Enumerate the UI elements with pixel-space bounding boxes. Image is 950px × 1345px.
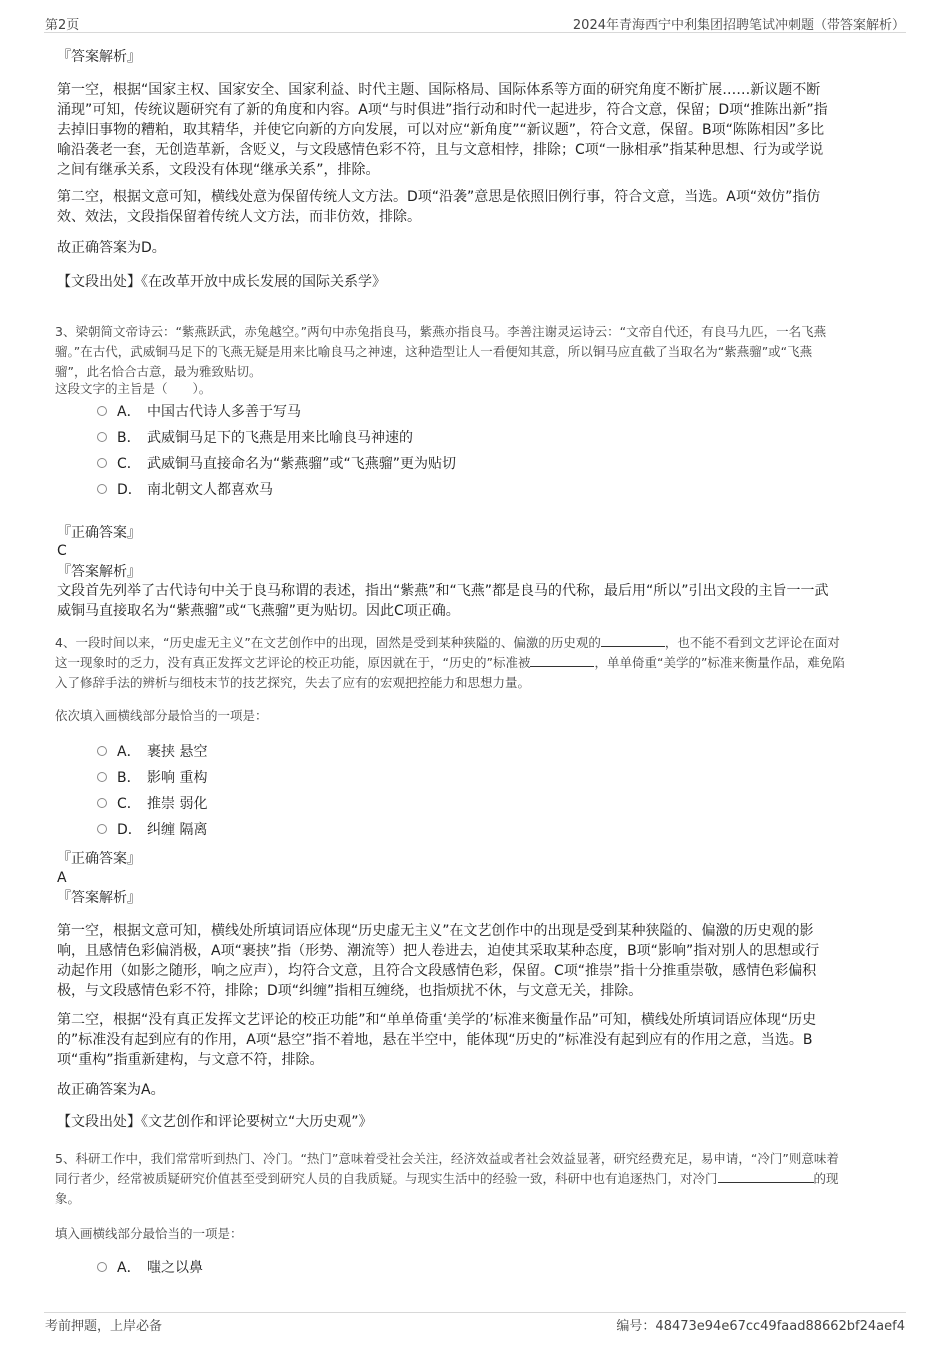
source-citation: 【文段出处】《在改革开放中成长发展的国际关系学》 — [57, 274, 386, 290]
q3-analysis: 文段首先列举了古代诗句中关于良马称谓的表述，指出“紫燕”和“飞燕”都是良马的代称，最后用“所以”引出文段的主旨一一武 威铜马直接取名为“紫燕骝”或“飞燕骝”更为贴切。因此C项正确。 — [57, 583, 829, 619]
q4-prompt: 依次填入画横线部分最恰当的一项是： — [55, 708, 268, 723]
q3-option-d[interactable]: D． 南北朝文人都喜欢马 — [97, 480, 273, 500]
analysis-paragraph-2: 第二空，根据文意可知，横线处意为保留传统人文方法。D项“沿袭”意思是依照旧例行事，符合文意，当选。A项“效仿”指仿 效、效法，文段指保留着传统人文方法，而非仿效，排除。 — [57, 189, 821, 225]
radio-icon[interactable] — [97, 746, 107, 756]
q5-option-a[interactable]: A． 嗤之以鼻 — [97, 1258, 203, 1278]
header-divider — [44, 32, 906, 33]
q4-option-c[interactable]: C． 推崇 弱化 — [97, 794, 207, 814]
document-id: 编号：48473e94e67cc49faad88662bf24aef4 — [616, 1319, 905, 1334]
question-5-stem: 5、科研工作中，我们常常听到热门、冷门。“热门”意味着受社会关注，经济效益或者社会效益显著，研究经费充足，易申请，“冷门”则意味着 同行者少，经常被质疑研究价值甚至受到研究人员的自我质疑。与现实生活中的经验一致，科研中也有追逐热门，对冷门 的现 象。 — [55, 1151, 839, 1206]
q4-option-a[interactable]: A． 裹挟 悬空 — [97, 742, 207, 762]
q4-analysis-paragraph-2: 第二空，根据“没有真正发挥文艺评论的校正功能”和“单单倚重‘美学的’标准来衡量作品”可知，横线处所填词语应体现“历史 的”标准没有起到应有的作用，A项“悬空”指不着地，悬在半空中，能体现“历史的”标准没有起到应有的作用之意，当选。B 项“重构”指重新建构，与文意不符，排除。 — [57, 1012, 817, 1068]
fill-blank — [601, 634, 665, 647]
radio-icon[interactable] — [97, 458, 107, 468]
radio-icon[interactable] — [97, 432, 107, 442]
q3-analysis-label: 『答案解析』 — [57, 564, 141, 580]
analysis-paragraph-1: 第一空，根据“国家主权、国家安全、国家利益、时代主题、国际格局、国际体系等方面的研究角度不断扩展……新议题不断 涌现”可知，传统议题研究有了新的角度和内容。A项“与时俱进”指行动和时代一起进步，符合文意，保留；D项“推陈出新”指 去掉旧事物的糟粕，取其精华，并使它向新的方向发展，可以对应“新角度”“新议题”，符合文意，保留。B项“陈陈相因”多比 喻沿袭老一套，无创造革新，含贬义，与文段感情色彩不符，且与文意相悖，排除；C项“一脉相承”指某种思想、行为或学说 之间有继承关系，文段没有体现“继承关系”，排除。 — [57, 82, 828, 178]
q3-option-b[interactable]: B． 武威铜马足下的飞燕是用来比喻良马神速的 — [97, 428, 413, 448]
q5-prompt: 填入画横线部分最恰当的一项是： — [55, 1226, 243, 1241]
document-title: 2024年青海西宁中利集团招聘笔试冲刺题（带答案解析） — [572, 18, 905, 33]
q3-option-c[interactable]: C． 武威铜马直接命名为“紫燕骝”或“飞燕骝”更为贴切 — [97, 454, 456, 474]
q4-answer: A — [57, 870, 67, 886]
q4-conclusion: 故正确答案为A。 — [57, 1082, 165, 1098]
q4-option-b[interactable]: B． 影响 重构 — [97, 768, 207, 788]
q4-answer-label: 『正确答案』 — [57, 851, 141, 867]
q3-answer-label: 『正确答案』 — [57, 525, 141, 541]
radio-icon[interactable] — [97, 824, 107, 834]
q4-analysis-paragraph-1: 第一空，根据文意可知，横线处所填词语应体现“历史虚无主义”在文艺创作中的出现是受到某种狭隘的、偏激的历史观的影 响，且感情色彩偏消极，A项“裹挟”指（形势、潮流等）把人卷进去，迫使其采取某种态度，B项“影响”指对别人的思想或行 动起作用（如影之随形，响之应声），均符合文意，且符合文段感情色彩，保留。C项“推崇”指十分推重崇敬，感情色彩偏积 极，与文段感情色彩不符，排除；D项“纠缠”指相互缠绕，也指烦扰不休，与文意无关，排除。 — [57, 923, 820, 999]
q4-analysis-label: 『答案解析』 — [57, 890, 141, 906]
fill-blank — [530, 654, 594, 667]
question-4-stem: 4、一段时间以来，“历史虚无主义”在文艺创作中的出现，固然是受到某种狭隘的、偏激的历史观的 ，也不能不看到文艺评论在面对 这一现象时的乏力，没有真正发挥文艺评论的校正功能，原因就在于，“历史的”标准被 ，单单倚重“美学的”标准来衡量作品，难免陷 入了修辞手法的辨析与细枝末节的技艺探究，失去了应有的宏观把控能力和思想力量。 — [55, 635, 845, 690]
q4-source-citation: 【文段出处】《文艺创作和评论要树立“大历史观”》 — [57, 1114, 373, 1130]
footer-divider — [44, 1312, 906, 1313]
q4-option-d[interactable]: D． 纠缠 隔离 — [97, 820, 207, 840]
radio-icon[interactable] — [97, 772, 107, 782]
conclusion: 故正确答案为D。 — [57, 240, 166, 256]
fill-blank — [718, 1170, 814, 1183]
page-number: 第2页 — [45, 18, 80, 33]
radio-icon[interactable] — [97, 484, 107, 494]
radio-icon[interactable] — [97, 406, 107, 416]
radio-icon[interactable] — [97, 1262, 107, 1272]
footer-slogan: 考前押题，上岸必备 — [45, 1319, 163, 1334]
q3-option-a[interactable]: A． 中国古代诗人多善于写马 — [97, 402, 301, 422]
analysis-label: 『答案解析』 — [57, 49, 141, 65]
q3-answer: C — [57, 543, 67, 559]
radio-icon[interactable] — [97, 798, 107, 808]
question-3-stem: 3、梁朝简文帝诗云：“紫燕跃武，赤兔越空。”两句中赤兔指良马，紫燕亦指良马。李善注谢灵运诗云：“文帝自代还，有良马九匹，一名飞燕 骝。”在古代，武威铜马足下的飞燕无疑是用来比喻良马之神速，这种造型让人一看便知其意，所以铜马应直截了当取名为“紫燕骝”或“飞燕 骝”，此名恰合古意，最为雅致贴切。 这段文字的主旨是（ ）。 — [55, 324, 827, 396]
